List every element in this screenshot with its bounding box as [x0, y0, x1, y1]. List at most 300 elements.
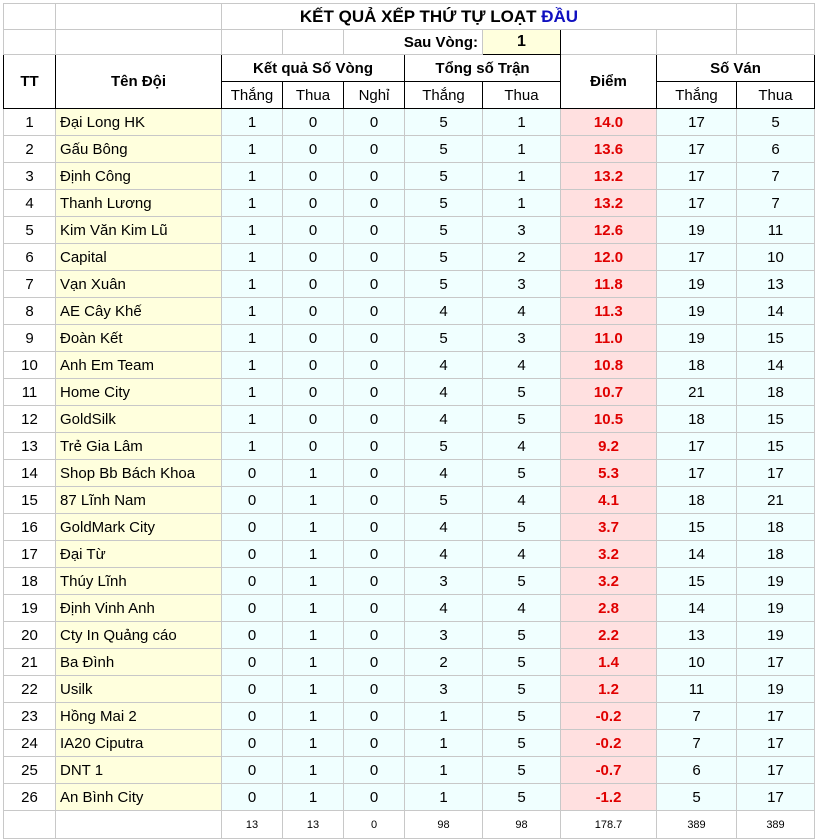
table-row: [4, 136, 815, 163]
round-rest-cell[interactable]: 0: [344, 757, 405, 784]
round-loss-cell[interactable]: 0: [283, 271, 344, 298]
round-loss-cell[interactable]: 1: [283, 676, 344, 703]
round-rest-cell[interactable]: 0: [344, 406, 405, 433]
total-loss-cell[interactable]: 5: [483, 703, 561, 730]
team-name-total-cell[interactable]: [56, 811, 222, 839]
table-row: [4, 460, 815, 487]
total-win-cell[interactable]: 5: [405, 190, 483, 217]
rank-cell[interactable]: 25: [4, 757, 56, 784]
total-win-cell[interactable]: 4: [405, 379, 483, 406]
total-win-total-cell[interactable]: 98: [405, 811, 483, 839]
title-main: KẾT QUẢ XẾP THỨ TỰ LOẠT: [299, 6, 537, 26]
table-row: [4, 244, 815, 271]
round-loss-cell[interactable]: 0: [283, 325, 344, 352]
standings-table: [3, 3, 815, 839]
total-win-cell[interactable]: 5: [405, 433, 483, 460]
total-win-cell[interactable]: 5: [405, 109, 483, 136]
rank-cell[interactable]: 26: [4, 784, 56, 811]
points-cell[interactable]: 4.1: [561, 487, 657, 514]
total-loss-cell[interactable]: 4: [483, 487, 561, 514]
rank-cell[interactable]: 5: [4, 217, 56, 244]
points-cell[interactable]: 12.6: [561, 217, 657, 244]
total-loss-cell[interactable]: 2: [483, 244, 561, 271]
round-rest-cell[interactable]: 0: [344, 298, 405, 325]
total-loss-cell[interactable]: 4: [483, 541, 561, 568]
round-loss-cell[interactable]: 1: [283, 703, 344, 730]
games-loss-cell[interactable]: 6: [737, 136, 815, 163]
games-loss-cell[interactable]: 19: [737, 595, 815, 622]
points-cell[interactable]: 9.2: [561, 433, 657, 460]
rank-cell[interactable]: 20: [4, 622, 56, 649]
games-loss-cell[interactable]: 21: [737, 487, 815, 514]
round-win-total-cell[interactable]: 13: [222, 811, 283, 839]
team-name-cell[interactable]: Định Công: [56, 163, 222, 190]
team-name-cell[interactable]: Anh Em Team: [56, 352, 222, 379]
games-win-cell[interactable]: 17: [657, 163, 737, 190]
rank-cell[interactable]: 7: [4, 271, 56, 298]
round-rest-cell[interactable]: 0: [344, 352, 405, 379]
games-loss-cell[interactable]: 17: [737, 460, 815, 487]
points-cell[interactable]: 10.7: [561, 379, 657, 406]
total-win-cell[interactable]: 4: [405, 352, 483, 379]
team-name-cell[interactable]: GoldSilk: [56, 406, 222, 433]
table-row: [4, 109, 815, 136]
total-loss-cell[interactable]: 4: [483, 298, 561, 325]
round-win-cell[interactable]: 1: [222, 136, 283, 163]
rank-cell[interactable]: 2: [4, 136, 56, 163]
total-win-cell[interactable]: 5: [405, 487, 483, 514]
points-cell[interactable]: 10.8: [561, 352, 657, 379]
round-rest-cell[interactable]: 0: [344, 487, 405, 514]
games-loss-cell[interactable]: 19: [737, 568, 815, 595]
header-points: Điểm: [561, 55, 657, 109]
team-name-cell[interactable]: GoldMark City: [56, 514, 222, 541]
points-cell[interactable]: 3.2: [561, 568, 657, 595]
games-loss-cell[interactable]: 17: [737, 784, 815, 811]
team-name-cell[interactable]: Vạn Xuân: [56, 271, 222, 298]
rank-cell[interactable]: 11: [4, 379, 56, 406]
games-loss-cell[interactable]: 17: [737, 730, 815, 757]
round-win-cell[interactable]: 1: [222, 217, 283, 244]
rank-cell[interactable]: 21: [4, 649, 56, 676]
round-rest-cell[interactable]: 0: [344, 136, 405, 163]
games-loss-total-cell[interactable]: 389: [737, 811, 815, 839]
round-loss-cell[interactable]: 0: [283, 163, 344, 190]
total-win-cell[interactable]: 4: [405, 406, 483, 433]
total-loss-cell[interactable]: 5: [483, 406, 561, 433]
table-row: [4, 163, 815, 190]
round-win-cell[interactable]: 0: [222, 730, 283, 757]
total-win-cell[interactable]: 4: [405, 541, 483, 568]
points-cell[interactable]: 13.2: [561, 190, 657, 217]
games-loss-cell[interactable]: 15: [737, 406, 815, 433]
total-win-cell[interactable]: 3: [405, 676, 483, 703]
total-win-cell[interactable]: 1: [405, 730, 483, 757]
rank-cell[interactable]: 8: [4, 298, 56, 325]
games-win-cell[interactable]: 17: [657, 244, 737, 271]
total-win-cell[interactable]: 4: [405, 460, 483, 487]
games-win-cell[interactable]: 18: [657, 352, 737, 379]
round-rest-cell[interactable]: 0: [344, 676, 405, 703]
total-loss-cell[interactable]: 1: [483, 109, 561, 136]
points-cell[interactable]: 1.2: [561, 676, 657, 703]
round-rest-cell[interactable]: 0: [344, 730, 405, 757]
team-name-cell[interactable]: Thanh Lương: [56, 190, 222, 217]
round-rest-cell[interactable]: 0: [344, 109, 405, 136]
table-row: [4, 271, 815, 298]
games-win-cell[interactable]: 14: [657, 595, 737, 622]
points-cell[interactable]: 1.4: [561, 649, 657, 676]
rank-cell[interactable]: 24: [4, 730, 56, 757]
team-name-cell[interactable]: An Bình City: [56, 784, 222, 811]
rank-cell[interactable]: 13: [4, 433, 56, 460]
rank-cell[interactable]: 23: [4, 703, 56, 730]
round-win-cell[interactable]: 1: [222, 433, 283, 460]
team-name-cell[interactable]: IA20 Ciputra: [56, 730, 222, 757]
round-rest-cell[interactable]: 0: [344, 163, 405, 190]
round-rest-cell[interactable]: 0: [344, 784, 405, 811]
round-loss-cell[interactable]: 0: [283, 109, 344, 136]
total-win-cell[interactable]: 5: [405, 163, 483, 190]
games-win-cell[interactable]: 15: [657, 568, 737, 595]
points-cell[interactable]: 2.2: [561, 622, 657, 649]
round-win-cell[interactable]: 1: [222, 190, 283, 217]
table-row: [4, 406, 815, 433]
games-win-total-cell[interactable]: 389: [657, 811, 737, 839]
games-loss-cell[interactable]: 18: [737, 514, 815, 541]
games-loss-cell[interactable]: 11: [737, 217, 815, 244]
games-loss-cell[interactable]: 18: [737, 379, 815, 406]
total-loss-cell[interactable]: 5: [483, 379, 561, 406]
round-loss-cell[interactable]: 0: [283, 298, 344, 325]
team-name-cell[interactable]: Shop Bb Bách Khoa: [56, 460, 222, 487]
rank-cell[interactable]: 1: [4, 109, 56, 136]
team-name-cell[interactable]: Trẻ Gia Lâm: [56, 433, 222, 460]
round-loss-cell[interactable]: 1: [283, 757, 344, 784]
team-name-cell[interactable]: DNT 1: [56, 757, 222, 784]
round-loss-cell[interactable]: 0: [283, 136, 344, 163]
total-win-cell[interactable]: 4: [405, 595, 483, 622]
games-loss-cell[interactable]: 14: [737, 352, 815, 379]
round-rest-cell[interactable]: 0: [344, 514, 405, 541]
team-name-cell[interactable]: Kim Văn Kim Lũ: [56, 217, 222, 244]
games-loss-cell[interactable]: 15: [737, 433, 815, 460]
round-loss-cell[interactable]: 0: [283, 244, 344, 271]
games-loss-cell[interactable]: 17: [737, 703, 815, 730]
total-loss-cell[interactable]: 5: [483, 757, 561, 784]
round-rest-cell[interactable]: 0: [344, 244, 405, 271]
round-rest-cell[interactable]: 0: [344, 541, 405, 568]
team-name-cell[interactable]: Cty In Quảng cáo: [56, 622, 222, 649]
round-loss-cell[interactable]: 1: [283, 595, 344, 622]
games-win-cell[interactable]: 13: [657, 622, 737, 649]
total-loss-total-cell[interactable]: 98: [483, 811, 561, 839]
rank-cell[interactable]: 19: [4, 595, 56, 622]
round-win-cell[interactable]: 0: [222, 460, 283, 487]
total-loss-cell[interactable]: 5: [483, 676, 561, 703]
total-loss-cell[interactable]: 5: [483, 460, 561, 487]
round-loss-cell[interactable]: 0: [283, 379, 344, 406]
points-cell[interactable]: 10.5: [561, 406, 657, 433]
round-loss-cell[interactable]: 0: [283, 190, 344, 217]
round-rest-cell[interactable]: 0: [344, 649, 405, 676]
games-win-cell[interactable]: 21: [657, 379, 737, 406]
total-loss-cell[interactable]: 4: [483, 595, 561, 622]
round-win-cell[interactable]: 0: [222, 622, 283, 649]
round-loss-cell[interactable]: 1: [283, 514, 344, 541]
points-total-cell[interactable]: 178.7: [561, 811, 657, 839]
games-loss-cell[interactable]: 19: [737, 676, 815, 703]
round-loss-cell[interactable]: 0: [283, 352, 344, 379]
rank-cell[interactable]: 14: [4, 460, 56, 487]
round-rest-cell[interactable]: 0: [344, 460, 405, 487]
games-win-cell[interactable]: 17: [657, 460, 737, 487]
round-rest-cell[interactable]: 0: [344, 703, 405, 730]
total-win-cell[interactable]: 3: [405, 622, 483, 649]
table-row: [4, 784, 815, 811]
games-loss-cell[interactable]: 10: [737, 244, 815, 271]
total-loss-cell[interactable]: 1: [483, 163, 561, 190]
round-loss-cell[interactable]: 0: [283, 217, 344, 244]
points-cell[interactable]: 13.2: [561, 163, 657, 190]
games-win-cell[interactable]: 14: [657, 541, 737, 568]
round-win-cell[interactable]: 0: [222, 703, 283, 730]
total-win-cell[interactable]: 1: [405, 703, 483, 730]
total-win-cell[interactable]: 5: [405, 136, 483, 163]
games-loss-cell[interactable]: 19: [737, 622, 815, 649]
total-loss-cell[interactable]: 5: [483, 622, 561, 649]
games-win-cell[interactable]: 5: [657, 784, 737, 811]
round-win-cell[interactable]: 0: [222, 595, 283, 622]
points-cell[interactable]: 11.3: [561, 298, 657, 325]
round-win-cell[interactable]: 1: [222, 298, 283, 325]
table-row: [4, 325, 815, 352]
round-loss-cell[interactable]: 1: [283, 784, 344, 811]
round-value[interactable]: 1: [483, 30, 561, 55]
games-loss-cell[interactable]: 17: [737, 649, 815, 676]
rank-cell[interactable]: 3: [4, 163, 56, 190]
subheader-round-loss: Thua: [283, 82, 344, 109]
round-rest-cell[interactable]: 0: [344, 271, 405, 298]
total-loss-cell[interactable]: 5: [483, 784, 561, 811]
round-win-cell[interactable]: 0: [222, 514, 283, 541]
total-win-cell[interactable]: 4: [405, 298, 483, 325]
round-win-cell[interactable]: 0: [222, 487, 283, 514]
games-win-cell[interactable]: 17: [657, 136, 737, 163]
points-cell[interactable]: 11.0: [561, 325, 657, 352]
total-win-cell[interactable]: 1: [405, 784, 483, 811]
team-name-cell[interactable]: Định Vinh Anh: [56, 595, 222, 622]
games-win-cell[interactable]: 15: [657, 514, 737, 541]
total-win-cell[interactable]: 2: [405, 649, 483, 676]
rank-cell[interactable]: 16: [4, 514, 56, 541]
rank-cell[interactable]: 18: [4, 568, 56, 595]
points-cell[interactable]: 3.7: [561, 514, 657, 541]
games-win-cell[interactable]: 7: [657, 703, 737, 730]
round-loss-cell[interactable]: 1: [283, 487, 344, 514]
games-win-cell[interactable]: 17: [657, 109, 737, 136]
round-win-cell[interactable]: 0: [222, 784, 283, 811]
total-loss-cell[interactable]: 3: [483, 217, 561, 244]
round-win-cell[interactable]: 0: [222, 649, 283, 676]
round-win-cell[interactable]: 0: [222, 541, 283, 568]
table-row: [4, 190, 815, 217]
games-win-cell[interactable]: 18: [657, 487, 737, 514]
round-label: Sau Vòng:: [344, 30, 483, 55]
table-row: [4, 703, 815, 730]
games-win-cell[interactable]: 19: [657, 325, 737, 352]
round-loss-cell[interactable]: 0: [283, 433, 344, 460]
total-loss-cell[interactable]: 5: [483, 730, 561, 757]
team-name-cell[interactable]: AE Cây Khế: [56, 298, 222, 325]
games-loss-cell[interactable]: 18: [737, 541, 815, 568]
rank-cell[interactable]: 4: [4, 190, 56, 217]
games-win-cell[interactable]: 6: [657, 757, 737, 784]
round-win-cell[interactable]: 0: [222, 568, 283, 595]
points-cell[interactable]: -0.7: [561, 757, 657, 784]
round-win-cell[interactable]: 1: [222, 325, 283, 352]
table-row: [4, 676, 815, 703]
team-name-cell[interactable]: Gấu Bông: [56, 136, 222, 163]
points-cell[interactable]: -0.2: [561, 730, 657, 757]
round-loss-cell[interactable]: 1: [283, 730, 344, 757]
table-row: [4, 487, 815, 514]
games-loss-cell[interactable]: 14: [737, 298, 815, 325]
round-loss-cell[interactable]: 1: [283, 568, 344, 595]
round-win-cell[interactable]: 1: [222, 244, 283, 271]
games-win-cell[interactable]: 18: [657, 406, 737, 433]
round-loss-cell[interactable]: 1: [283, 460, 344, 487]
rank-cell[interactable]: 6: [4, 244, 56, 271]
round-win-cell[interactable]: 1: [222, 406, 283, 433]
round-win-cell[interactable]: 0: [222, 757, 283, 784]
games-win-cell[interactable]: 11: [657, 676, 737, 703]
points-cell[interactable]: 12.0: [561, 244, 657, 271]
rank-cell[interactable]: 17: [4, 541, 56, 568]
games-win-cell[interactable]: 19: [657, 217, 737, 244]
total-loss-cell[interactable]: 4: [483, 433, 561, 460]
round-loss-cell[interactable]: 1: [283, 649, 344, 676]
games-win-cell[interactable]: 17: [657, 190, 737, 217]
team-name-cell[interactable]: Đoàn Kết: [56, 325, 222, 352]
team-name-cell[interactable]: Thúy Lĩnh: [56, 568, 222, 595]
table-row: [4, 568, 815, 595]
round-loss-cell[interactable]: 0: [283, 406, 344, 433]
team-name-cell[interactable]: Usilk: [56, 676, 222, 703]
games-loss-cell[interactable]: 7: [737, 190, 815, 217]
round-rest-cell[interactable]: 0: [344, 595, 405, 622]
team-name-cell[interactable]: Home City: [56, 379, 222, 406]
total-win-cell[interactable]: 3: [405, 568, 483, 595]
games-loss-cell[interactable]: 5: [737, 109, 815, 136]
total-loss-cell[interactable]: 5: [483, 568, 561, 595]
table-row: [4, 298, 815, 325]
total-loss-cell[interactable]: 3: [483, 325, 561, 352]
round-rest-cell[interactable]: 0: [344, 190, 405, 217]
games-win-cell[interactable]: 17: [657, 433, 737, 460]
rank-cell[interactable]: 12: [4, 406, 56, 433]
games-win-cell[interactable]: 19: [657, 298, 737, 325]
round-rest-total-cell[interactable]: 0: [344, 811, 405, 839]
team-name-cell[interactable]: Ba Đình: [56, 649, 222, 676]
round-win-cell[interactable]: 1: [222, 271, 283, 298]
rank-cell[interactable]: 10: [4, 352, 56, 379]
round-loss-cell[interactable]: 1: [283, 541, 344, 568]
games-win-cell[interactable]: 19: [657, 271, 737, 298]
games-loss-cell[interactable]: 17: [737, 757, 815, 784]
total-win-cell[interactable]: 5: [405, 325, 483, 352]
round-win-cell[interactable]: 1: [222, 163, 283, 190]
round-win-cell[interactable]: 0: [222, 676, 283, 703]
rank-total-cell[interactable]: [4, 811, 56, 839]
round-loss-cell[interactable]: 1: [283, 622, 344, 649]
points-cell[interactable]: -1.2: [561, 784, 657, 811]
round-win-cell[interactable]: 1: [222, 109, 283, 136]
total-loss-cell[interactable]: 5: [483, 514, 561, 541]
rank-cell[interactable]: 22: [4, 676, 56, 703]
total-loss-cell[interactable]: 1: [483, 136, 561, 163]
round-rest-cell[interactable]: 0: [344, 325, 405, 352]
total-win-cell[interactable]: 5: [405, 244, 483, 271]
team-name-cell[interactable]: Hồng Mai 2: [56, 703, 222, 730]
team-name-cell[interactable]: Đại Từ: [56, 541, 222, 568]
points-cell[interactable]: 14.0: [561, 109, 657, 136]
round-win-cell[interactable]: 1: [222, 352, 283, 379]
round-rest-cell[interactable]: 0: [344, 433, 405, 460]
total-win-cell[interactable]: 5: [405, 271, 483, 298]
team-name-cell[interactable]: Capital: [56, 244, 222, 271]
points-cell[interactable]: 2.8: [561, 595, 657, 622]
team-name-cell[interactable]: Đại Long HK: [56, 109, 222, 136]
games-win-cell[interactable]: 7: [657, 730, 737, 757]
round-rest-cell[interactable]: 0: [344, 622, 405, 649]
points-cell[interactable]: 11.8: [561, 271, 657, 298]
points-cell[interactable]: -0.2: [561, 703, 657, 730]
points-cell[interactable]: 3.2: [561, 541, 657, 568]
total-loss-cell[interactable]: 4: [483, 352, 561, 379]
total-win-cell[interactable]: 4: [405, 514, 483, 541]
title-accent: ĐẦU: [541, 6, 579, 26]
points-cell[interactable]: 13.6: [561, 136, 657, 163]
total-win-cell[interactable]: 5: [405, 217, 483, 244]
games-loss-cell[interactable]: 15: [737, 325, 815, 352]
header-round-result: Kết quả Số Vòng: [222, 55, 405, 82]
round-loss-total-cell[interactable]: 13: [283, 811, 344, 839]
games-loss-cell[interactable]: 7: [737, 163, 815, 190]
rank-cell[interactable]: 9: [4, 325, 56, 352]
games-loss-cell[interactable]: 13: [737, 271, 815, 298]
games-win-cell[interactable]: 10: [657, 649, 737, 676]
subheader-round-rest: Nghỉ: [344, 82, 405, 109]
subheader-total-loss: Thua: [483, 82, 561, 109]
total-loss-cell[interactable]: 5: [483, 649, 561, 676]
round-win-cell[interactable]: 1: [222, 379, 283, 406]
round-rest-cell[interactable]: 0: [344, 379, 405, 406]
table-row: [4, 595, 815, 622]
team-name-cell[interactable]: 87 Lĩnh Nam: [56, 487, 222, 514]
table-row: [4, 514, 815, 541]
total-loss-cell[interactable]: 3: [483, 271, 561, 298]
round-rest-cell[interactable]: 0: [344, 217, 405, 244]
round-rest-cell[interactable]: 0: [344, 568, 405, 595]
table-row: [4, 217, 815, 244]
page-title: [222, 4, 657, 30]
rank-cell[interactable]: 15: [4, 487, 56, 514]
points-cell[interactable]: 5.3: [561, 460, 657, 487]
table-row: [4, 730, 815, 757]
total-win-cell[interactable]: 1: [405, 757, 483, 784]
total-loss-cell[interactable]: 1: [483, 190, 561, 217]
